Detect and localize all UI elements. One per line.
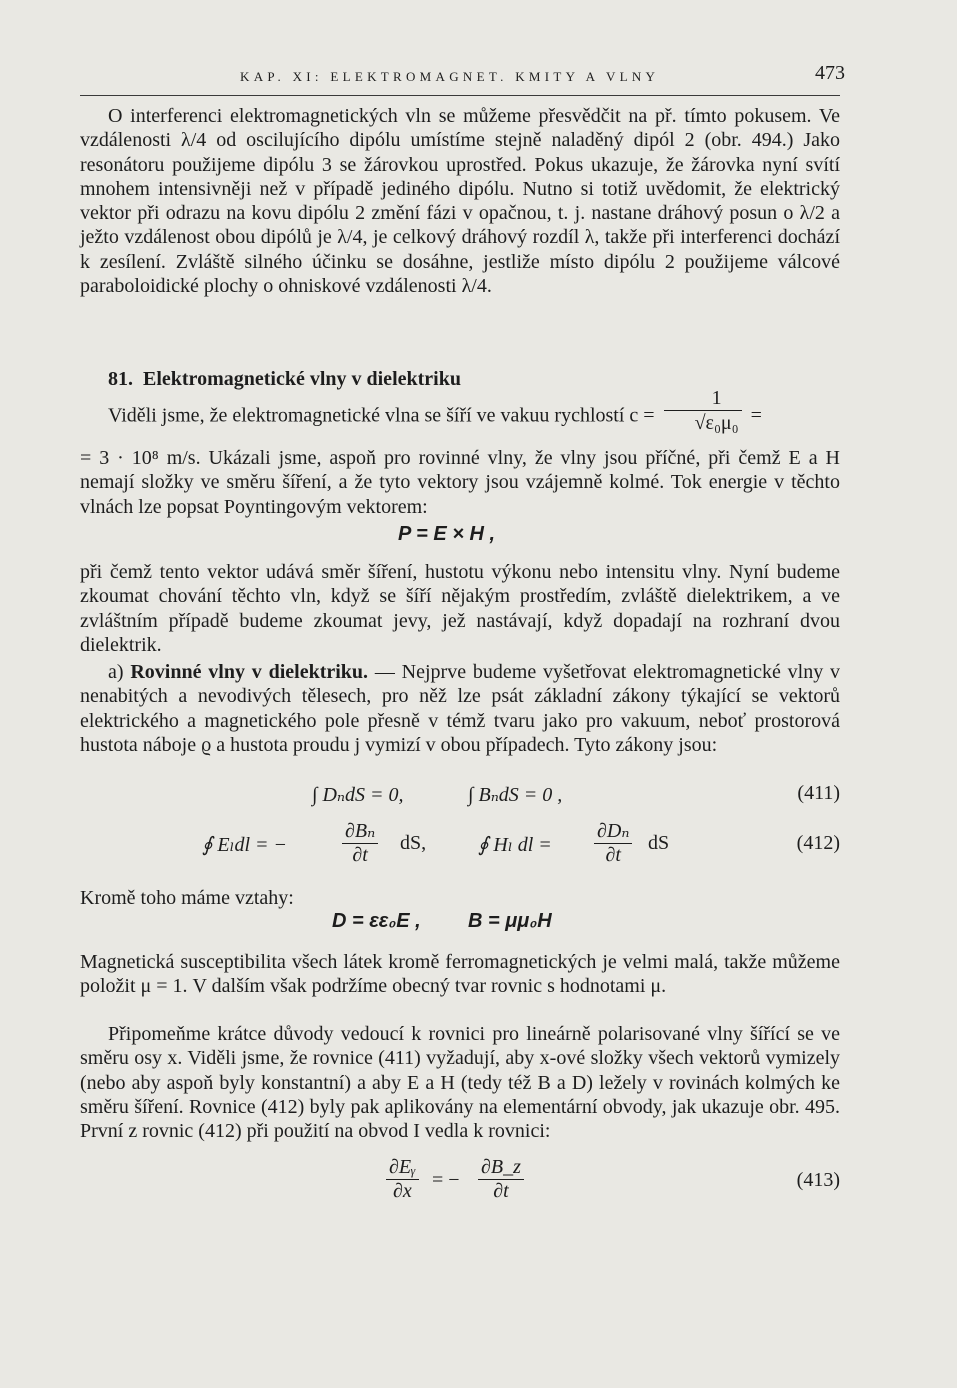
speed-fraction	[664, 386, 742, 436]
eq411-left: ∫ DₙdS = 0,	[312, 784, 404, 806]
eq412-frac2-den: ∂t	[605, 844, 621, 866]
paragraph-plane-waves	[80, 660, 840, 757]
eq412-frac1	[342, 818, 378, 867]
eq412-number: (412)	[796, 832, 840, 854]
paragraph-transverse-waves: = 3 · 10⁸ m/s. Ukázali jsme, aspoň pro rovinné vlny, že vlny jsou příčné, při čemž E a H nemají složky ve směru šíření, a že tyto vektory jsou vzájemně kolmé. Tok energie v těchto vlnách lze popsat Poyntingovým vektorem:	[80, 447, 840, 518]
section-heading	[108, 368, 461, 391]
speed-lead-text: Viděli jsme, že elektromagnetické vlna se šíří ve vakuu rychlostí c =	[108, 404, 655, 427]
speed-fraction-denominator: √ε₀μ₀	[694, 412, 739, 435]
eq412-tail1: dS,	[400, 832, 427, 854]
eq413-frac1-den: ∂x	[392, 1180, 412, 1202]
paragraph-dielectric-intro: při čemž tento vektor udává směr šíření, hustotu výkonu nebo intensitu vlny. Nyní budeme zkoumat chování těchto vln, když se šíří nějakým prostředím, zvláště dielektrikem, a ve zvláštním případě budeme zkoumat jevy, jež nastávají, když dopadají na rozhraní dvou dielektrik.	[80, 561, 840, 656]
eq412-frac1-num: ∂Bₙ	[342, 818, 378, 844]
page-number: 473	[815, 62, 845, 84]
poynting-formula: P = E × H ,	[398, 523, 496, 545]
header-rule	[80, 95, 840, 96]
paragraph-susceptibility: Magnetická susceptibilita všech látek kromě ferromagnetických je velmi malá, takže můžeme položit μ = 1. V dalším však podržíme obecný tvar rovnic s hodnotami μ.	[80, 951, 840, 998]
equation-412	[80, 818, 840, 878]
eq411-right: ∫ BₙdS = 0 ,	[468, 784, 563, 806]
section-number: 81.	[108, 368, 133, 390]
eq412-frac2	[594, 818, 632, 867]
paragraph-vacuum-speed-lead	[80, 387, 840, 436]
eq413-frac1	[386, 1156, 419, 1203]
eq412-tail2: dS	[648, 832, 670, 854]
eq412-frac2-num: ∂Dₙ	[594, 818, 632, 844]
eq413-middle: = −	[432, 1169, 460, 1191]
eq413-number: (413)	[796, 1169, 840, 1191]
paragraph-polarised-waves: Připomeňme krátce důvody vedoucí k rovnici pro lineárně polarisované vlny šířící se ve směru osy x. Viděli jsme, že rovnice (411) vyžadují, aby x-ové složky všech vektorů vymizely (nebo aby aspoň byly konstantní) a aby E a H (tedy též B a D) ležely v rovinách kolmých ke směru šíření. Rovnice (412) byly pak aplikovány na elementární obvody, jak ukazuje obr. 495. První z rovnic (412) při použití na obvod I vedla k rovnici:	[80, 1023, 840, 1143]
eq413-frac2-num: ∂B_z	[478, 1156, 524, 1180]
eq413-frac2-den: ∂t	[493, 1180, 509, 1202]
subsection-text: — Nejprve budeme vyšetřovat elektromagnetické vlny v nenabitých a nevodivých tělesech, pro něž lze psát základní zákony týkající se vektorů elektrického a magnetického pole přesně v témž tvaru jako pro vakuum, neboť prostorová hustota náboje ϱ a hustota proudu j vymizí v obou případech. Tyto zákony jsou:	[80, 661, 841, 756]
eq413-frac1-num: ∂Eᵧ	[386, 1156, 419, 1180]
subsection-label: a)	[108, 661, 124, 683]
equation-413	[80, 1156, 840, 1212]
speed-trailing-equals: =	[750, 404, 762, 427]
running-title: KAP. XI: ELEKTROMAGNET. KMITY A VLNY	[240, 69, 660, 84]
relation-d: D = εε₀E ,	[332, 910, 421, 932]
eq413-frac2	[478, 1156, 524, 1203]
page-header	[0, 62, 957, 92]
eq412-lhs2: ∮ Hₗ dl =	[478, 834, 552, 856]
paragraph-interference: O interferenci elektromagnetických vln se můžeme přesvědčit na př. tímto pokusem. Ve vzdálenosti λ/4 od oscilujícího dipólu umístíme stejně naladěný dipól 2 (obr. 494.) Jako resonátoru použijeme dipólu 3 se žárovkou uprostřed. Pokus ukazuje, že žárovka nyní svítí mnohem intensivněji než v případě jediného dipólu. Nutno si totiž uvědomit, že elektrický vektor při odrazu na kovu dipólu 2 změní fázi v opačnou, t. j. nastane dráhový posun o λ/2 a ježto vzdálenost obou dipólů je λ/4, je celkový dráhový rozdíl λ, takže při interferenci dochází k zesílení. Zvláště silného účinku se dosáhne, jestliže místo dipólu 2 použijeme válcové paraboloidické plochy o ohniskové vzdálenosti λ/4.	[80, 105, 840, 298]
eq411-number: (411)	[797, 782, 840, 804]
eq412-frac1-den: ∂t	[352, 844, 368, 866]
relations-intro: Kromě toho máme vztahy:	[80, 887, 294, 909]
relation-b: B = μμ₀H	[468, 910, 552, 932]
subsection-title: Rovinné vlny v dielektriku.	[130, 661, 369, 683]
eq412-lhs1: ∮ Eₗdl = −	[202, 834, 288, 856]
section-title: Elektromagnetické vlny v dielektriku	[143, 368, 461, 390]
speed-fraction-numerator: 1	[664, 386, 742, 411]
